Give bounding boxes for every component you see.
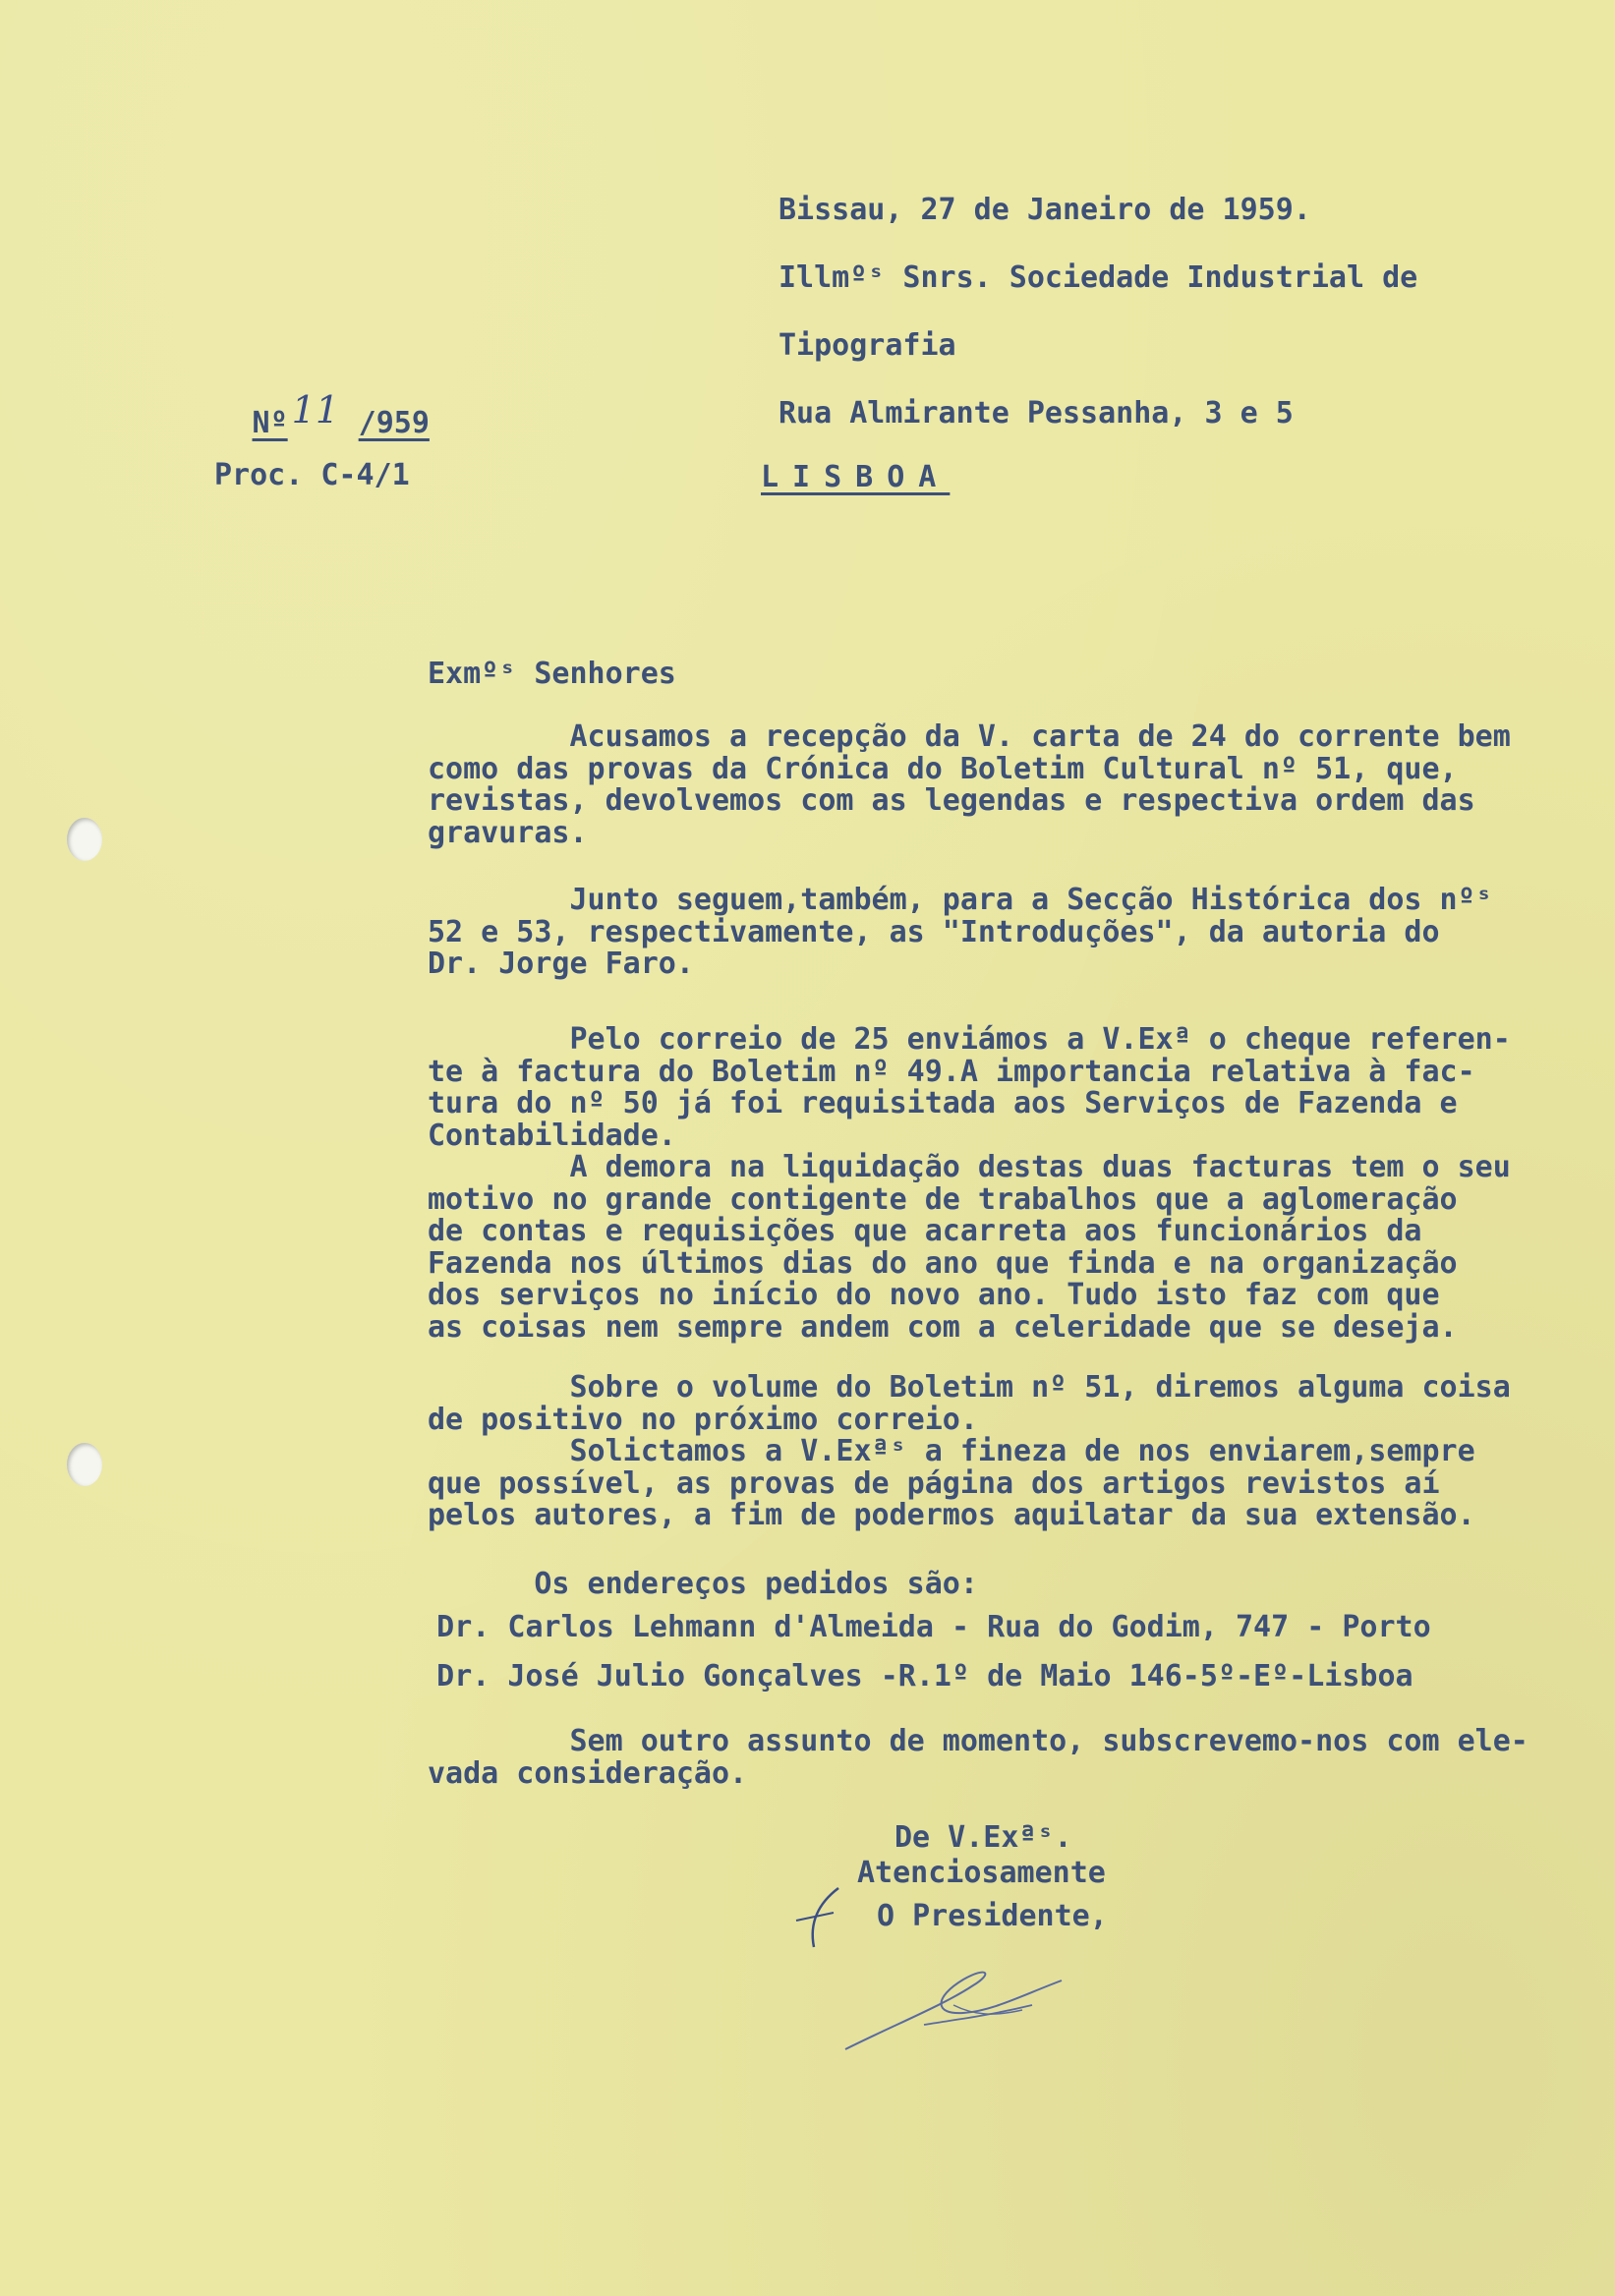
- closing-paragraph: Sem outro assunto de momento, subscrevemo-nos com ele- vada consideração.: [428, 1724, 1528, 1791]
- address-1: Dr. Carlos Lehmann d'Almeida - Rua do Godim, 747 - Porto: [383, 1610, 1431, 1644]
- body-paragraph-2: Junto seguem,também, para a Secção Histórica dos nºˢ 52 e 53, respectivamente, as "Introduções", da autoria do Dr. Jorge Faro.: [428, 883, 1493, 981]
- addressee-city: LISBOA: [761, 460, 951, 494]
- body-paragraph-3: Pelo correio de 25 enviámos a V.Exª o cheque referen- te à factura do Boletim nº 49.A importancia relativa à fac- tura do nº 50 já foi requisitada aos Serviços de Fazenda e Contabilidade. A demora na liquidação destas duas facturas tem o seu motivo no grande contigente de trabalhos que a aglomeração de contas e requisições que acarreta aos funcionários da Fazenda nos últimos dias do ano que finda e na organização dos serviços no início do novo ano. Tudo isto faz com que as coisas nem sempre andem com a celeridade que se deseja.: [428, 1022, 1511, 1345]
- signoff-line-1: De V.Exªˢ.: [894, 1820, 1072, 1855]
- handwritten-signature: [826, 1956, 1081, 2064]
- reference-number-year: /959: [358, 406, 430, 440]
- addressee-line-3: Rua Almirante Pessanha, 3 e 5: [779, 396, 1294, 430]
- addressee-line-2: Tipografia: [779, 328, 956, 363]
- signature-flourish-small: [794, 1883, 853, 1952]
- signoff-line-2: Atenciosamente: [857, 1856, 1106, 1890]
- addressee-line-1: Illmºˢ Snrs. Sociedade Industrial de: [779, 260, 1418, 295]
- body-paragraph-4: Sobre o volume do Boletim nº 51, diremos alguma coisa de positivo no próximo correio. Solictamos a V.Exªˢ a fineza de nos enviarem,sempre que possível, as provas de página dos artigos revistos aí pelos autores, a fim de podermos aquilatar da sua extensão.: [428, 1370, 1511, 1532]
- reference-number-prefix: Nº: [252, 406, 288, 440]
- reference-number: [214, 379, 430, 460]
- reference-number-handwritten: 11: [291, 388, 340, 431]
- body-paragraph-1: Acusamos a recepção da V. carta de 24 do corrente bem como das provas da Crónica do Boletim Cultural nº 51, que, revistas, devolvemos com as legendas e respectiva ordem das gravuras.: [428, 719, 1511, 850]
- signoff-line-3: O Presidente,: [877, 1899, 1108, 1933]
- process-reference: Proc. C-4/1: [214, 458, 410, 492]
- salutation: Exmºˢ Senhores: [428, 657, 676, 691]
- punch-hole-top: [67, 818, 102, 861]
- punch-hole-bottom: [67, 1443, 102, 1486]
- address-2: Dr. José Julio Gonçalves -R.1º de Maio 146-5º-Eº-Lisboa: [383, 1659, 1413, 1693]
- addresses-intro: Os endereços pedidos são:: [428, 1567, 978, 1601]
- letter-date: Bissau, 27 de Janeiro de 1959.: [779, 193, 1311, 227]
